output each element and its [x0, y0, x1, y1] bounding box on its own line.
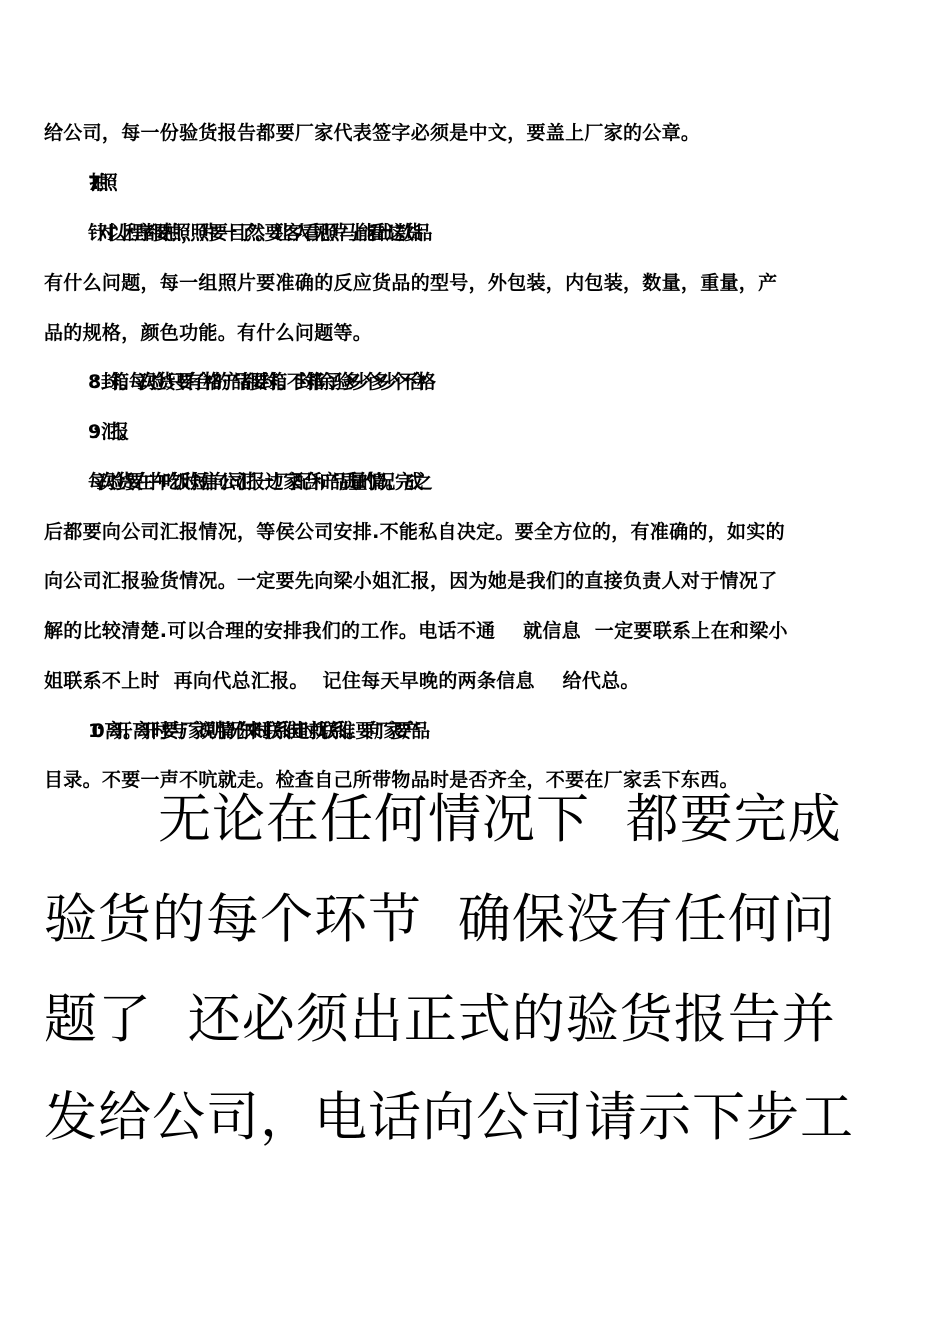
text-line: 给公司，每一份验货报告都要厂家代表签字必须是中文，要盖上厂家的公章。: [44, 122, 701, 144]
text-line: 8：封箱。每次验货只要有合格的产品都要封箱。不封箱除了验多少个多少个不合格: [88, 371, 427, 393]
text-line: 10：离开。离开时要与厂家说明情况你来时联系谁走时就联系谁。要向厂家要产品: [88, 720, 421, 742]
section-heading: 7:拍照: [88, 172, 109, 194]
text-line: 针对以上程序都要拍照，照片要一目了然。要让客人看见照片马上能看出这款货品: [88, 222, 423, 244]
text-line: 后都要向公司汇报情况，等侯公司安排.不能私自决定。要全方位的，有准确的，如实的: [44, 521, 785, 543]
text-line: 品的规格，颜色功能。有什么问题等。: [44, 322, 373, 344]
text-line: 有什么问题，每一组照片要准确的反应货品的型号，外包装，内包装，数量，重量，产: [44, 272, 778, 294]
large-text-line: 验货的每个环节 确保没有任何问: [44, 889, 836, 950]
large-text-line: 无论在任何情况下 都要完成: [158, 789, 842, 850]
large-text-line: 题了 还必须出正式的验货报告并: [44, 989, 836, 1050]
text-line: 向公司汇报验货情况。一定要先向梁小姐汇报，因为她是我们的直接负责人对于情况了: [44, 570, 778, 592]
text-line: 姐联系不上时 再向代总汇报。 记住每天早晚的两条信息 给代总。: [44, 670, 640, 692]
text-line: 每次验货要在中午吃饭时短信向公司汇报一边厂家配合和产品质量的情况。完成之: [88, 471, 423, 493]
text-line: 目录。不要一声不吭就走。检查自己所带物品时是否齐全，不要在厂家丢下东西。: [44, 769, 739, 791]
large-text-line: 发给公司，电话向公司请示下步工: [44, 1087, 854, 1148]
text-line: 解的比较清楚.可以合理的安排我们的工作。电话不通 就信息 一定要联系上在和梁小: [44, 620, 788, 642]
section-heading: 9：汇报。: [88, 421, 129, 443]
